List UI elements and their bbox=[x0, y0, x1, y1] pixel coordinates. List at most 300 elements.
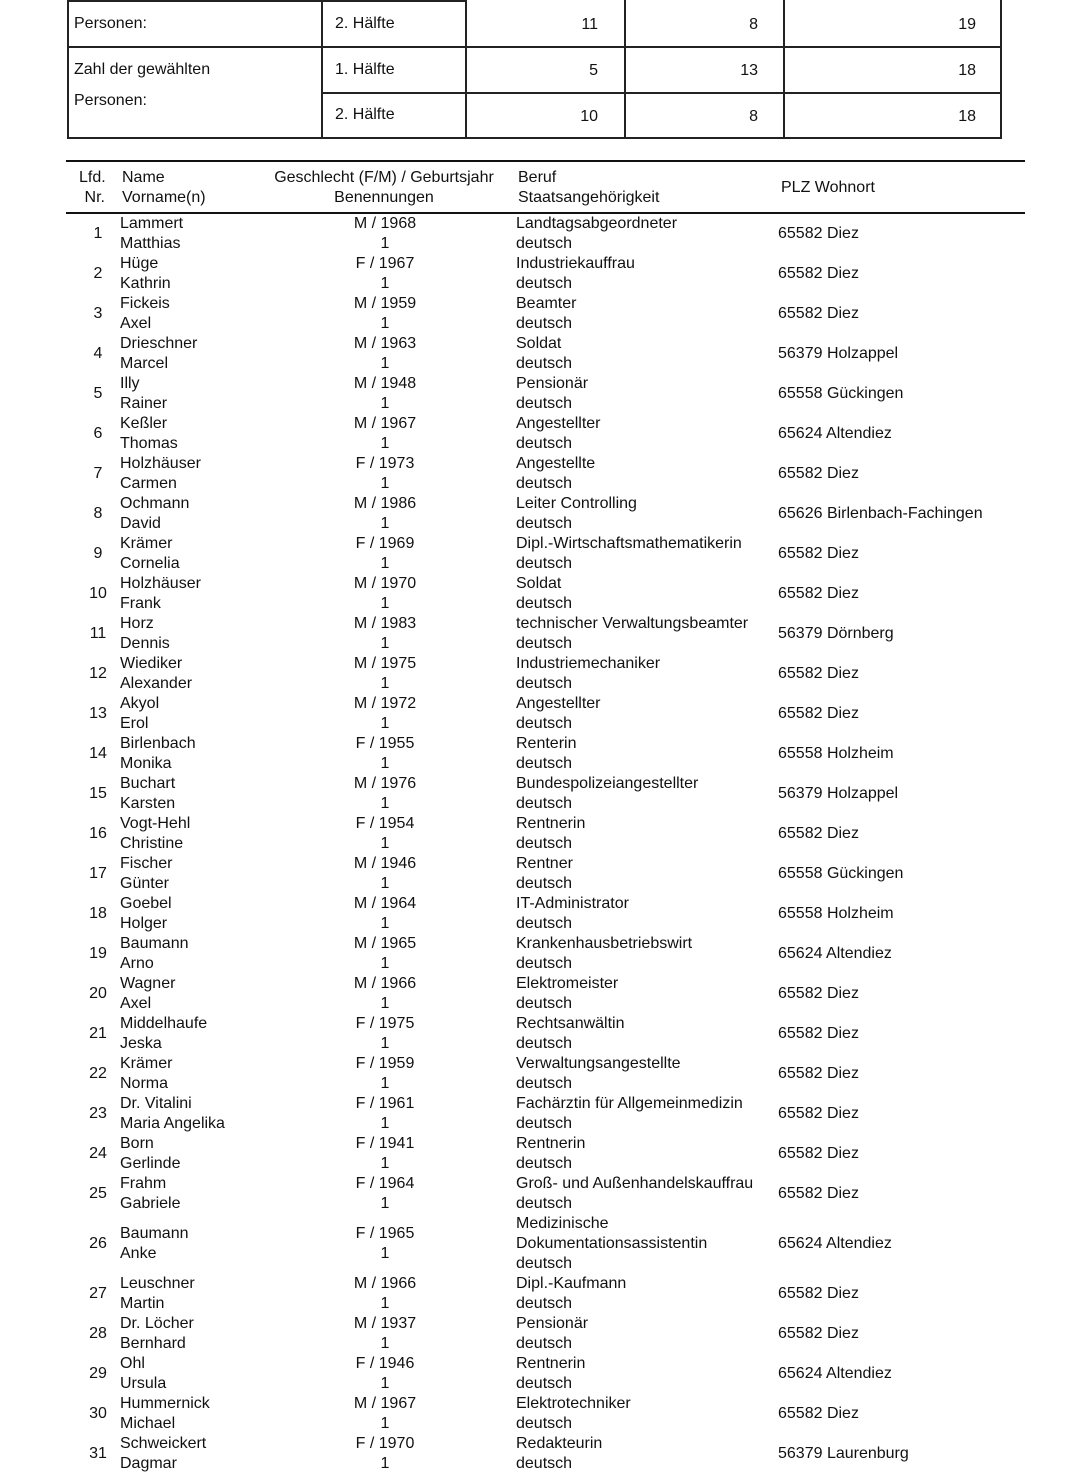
occupation: Beamter bbox=[516, 295, 577, 312]
gender-year: M / 1968 bbox=[353, 215, 417, 232]
nationality: deutsch bbox=[516, 795, 573, 812]
first-name: Erol bbox=[120, 715, 149, 732]
table-row bbox=[0, 774, 1090, 814]
gender-year: M / 1964 bbox=[353, 895, 417, 912]
first-name: Thomas bbox=[120, 435, 178, 452]
nationality: deutsch bbox=[516, 915, 573, 932]
header-rule-top bbox=[66, 160, 1025, 162]
table-row bbox=[0, 614, 1090, 654]
header-gender-line2: Benennungen bbox=[334, 189, 434, 206]
benennungen: 1 bbox=[380, 475, 390, 492]
table-row bbox=[0, 254, 1090, 294]
gender-year: M / 1965 bbox=[353, 935, 417, 952]
summary-half: 1. Hälfte bbox=[335, 61, 395, 78]
table-row bbox=[0, 894, 1090, 934]
gender-year: F / 1954 bbox=[355, 815, 415, 832]
row-number: 7 bbox=[93, 465, 103, 482]
first-name: David bbox=[120, 515, 161, 532]
table-row bbox=[0, 654, 1090, 694]
gender-year: M / 1946 bbox=[353, 855, 417, 872]
surname: Holzhäuser bbox=[120, 575, 201, 592]
first-name: Marcel bbox=[120, 355, 169, 372]
occupation: Angestellte bbox=[516, 455, 596, 472]
surname: Krämer bbox=[120, 1055, 173, 1072]
benennungen: 1 bbox=[380, 275, 390, 292]
nationality: deutsch bbox=[516, 435, 573, 452]
header-beruf-line2: Staatsangehörigkeit bbox=[518, 189, 660, 206]
nationality: deutsch bbox=[516, 1415, 573, 1432]
occupation: Pensionär bbox=[516, 375, 589, 392]
surname: Holzhäuser bbox=[120, 455, 201, 472]
gender-year: M / 1967 bbox=[353, 1395, 417, 1412]
gender-year: M / 1966 bbox=[353, 1275, 417, 1292]
residence: 65582 Diez bbox=[778, 225, 859, 242]
gender-year: M / 1975 bbox=[353, 655, 417, 672]
nationality: deutsch bbox=[516, 1075, 573, 1092]
summary-label: Personen: bbox=[74, 92, 147, 109]
summary-divider bbox=[321, 92, 1002, 94]
surname: Birlenbach bbox=[120, 735, 196, 752]
table-row bbox=[0, 1274, 1090, 1314]
residence: 56379 Holzappel bbox=[778, 785, 899, 802]
table-row bbox=[0, 414, 1090, 454]
summary-value: 10 bbox=[580, 108, 598, 125]
gender-year: M / 1966 bbox=[353, 975, 417, 992]
gender-year: F / 1961 bbox=[355, 1095, 415, 1112]
table-row bbox=[0, 1394, 1090, 1434]
first-name: Frank bbox=[120, 595, 161, 612]
first-name: Christine bbox=[120, 835, 184, 852]
row-number: 31 bbox=[89, 1445, 107, 1462]
occupation: Industriemechaniker bbox=[516, 655, 661, 672]
benennungen: 1 bbox=[380, 1115, 390, 1132]
header-beruf-line1: Beruf bbox=[518, 169, 557, 186]
first-name: Carmen bbox=[120, 475, 177, 492]
benennungen: 1 bbox=[380, 1075, 390, 1092]
header-gender-line1: Geschlecht (F/M) / Geburtsjahr bbox=[274, 169, 494, 186]
residence: 65582 Diez bbox=[778, 665, 859, 682]
row-number: 30 bbox=[89, 1405, 107, 1422]
residence: 65558 Holzheim bbox=[778, 745, 894, 762]
occupation: IT-Administrator bbox=[516, 895, 629, 912]
benennungen: 1 bbox=[380, 915, 390, 932]
benennungen: 1 bbox=[380, 1295, 390, 1312]
summary-half: 2. Hälfte bbox=[335, 106, 395, 123]
first-name: Maria Angelika bbox=[120, 1115, 225, 1132]
table-row bbox=[0, 854, 1090, 894]
nationality: deutsch bbox=[516, 235, 573, 252]
occupation: Angestellter bbox=[516, 415, 601, 432]
nationality: deutsch bbox=[516, 1255, 573, 1272]
table-row bbox=[0, 974, 1090, 1014]
first-name: Karsten bbox=[120, 795, 176, 812]
residence: 65582 Diez bbox=[778, 1025, 859, 1042]
surname: Krämer bbox=[120, 535, 173, 552]
table-row bbox=[0, 1434, 1090, 1474]
residence: 65582 Diez bbox=[778, 1325, 859, 1342]
row-number: 25 bbox=[89, 1185, 107, 1202]
residence: 65582 Diez bbox=[778, 1065, 859, 1082]
surname: Dr. Vitalini bbox=[120, 1095, 192, 1112]
first-name: Monika bbox=[120, 755, 172, 772]
gender-year: F / 1946 bbox=[355, 1355, 415, 1372]
first-name: Alexander bbox=[120, 675, 193, 692]
occupation: Krankenhausbetriebswirt bbox=[516, 935, 693, 952]
occupation: Dipl.-Wirtschaftsmathematikerin bbox=[516, 535, 742, 552]
occupation: Verwaltungsangestellte bbox=[516, 1055, 681, 1072]
nationality: deutsch bbox=[516, 1295, 573, 1312]
table-row bbox=[0, 814, 1090, 854]
nationality: deutsch bbox=[516, 515, 573, 532]
row-number: 24 bbox=[89, 1145, 107, 1162]
row-number: 11 bbox=[89, 625, 107, 642]
occupation: Rentnerin bbox=[516, 1135, 586, 1152]
row-number: 13 bbox=[89, 705, 107, 722]
residence: 65558 Holzheim bbox=[778, 905, 894, 922]
benennungen: 1 bbox=[380, 1245, 390, 1262]
residence: 65582 Diez bbox=[778, 705, 859, 722]
nationality: deutsch bbox=[516, 1375, 573, 1392]
gender-year: F / 1959 bbox=[355, 1055, 415, 1072]
benennungen: 1 bbox=[380, 395, 390, 412]
occupation: Redakteurin bbox=[516, 1435, 603, 1452]
residence: 56379 Holzappel bbox=[778, 345, 899, 362]
header-ort: PLZ Wohnort bbox=[781, 179, 875, 196]
benennungen: 1 bbox=[380, 515, 390, 532]
gender-year: M / 1967 bbox=[353, 415, 417, 432]
first-name: Jeska bbox=[120, 1035, 162, 1052]
surname: Lammert bbox=[120, 215, 184, 232]
occupation: Bundespolizeiangestellter bbox=[516, 775, 699, 792]
summary-divider bbox=[1000, 0, 1002, 139]
gender-year: M / 1959 bbox=[353, 295, 417, 312]
row-number: 15 bbox=[89, 785, 107, 802]
gender-year: F / 1964 bbox=[355, 1175, 415, 1192]
table-row bbox=[0, 574, 1090, 614]
residence: 65624 Altendiez bbox=[778, 1235, 892, 1252]
nationality: deutsch bbox=[516, 595, 573, 612]
benennungen: 1 bbox=[380, 1335, 390, 1352]
row-number: 1 bbox=[93, 225, 103, 242]
residence: 65582 Diez bbox=[778, 1105, 859, 1122]
surname: Frahm bbox=[120, 1175, 167, 1192]
header-name-line1: Name bbox=[122, 169, 165, 186]
residence: 65582 Diez bbox=[778, 1145, 859, 1162]
surname: Hummernick bbox=[120, 1395, 210, 1412]
row-number: 6 bbox=[93, 425, 103, 442]
gender-year: M / 1983 bbox=[353, 615, 417, 632]
gender-year: F / 1970 bbox=[355, 1435, 415, 1452]
residence: 65582 Diez bbox=[778, 465, 859, 482]
occupation: Dipl.-Kaufmann bbox=[516, 1275, 627, 1292]
first-name: Günter bbox=[120, 875, 169, 892]
surname: Keßler bbox=[120, 415, 168, 432]
summary-divider bbox=[67, 137, 1002, 139]
occupation: Pensionär bbox=[516, 1315, 589, 1332]
header-beruf bbox=[518, 168, 659, 208]
table-row bbox=[0, 534, 1090, 574]
nationality: deutsch bbox=[516, 635, 573, 652]
surname: Ohl bbox=[120, 1355, 145, 1372]
nationality: deutsch bbox=[516, 1195, 573, 1212]
nationality: deutsch bbox=[516, 315, 573, 332]
table-row bbox=[0, 294, 1090, 334]
benennungen: 1 bbox=[380, 875, 390, 892]
header-nr bbox=[79, 168, 105, 208]
first-name: Cornelia bbox=[120, 555, 180, 572]
benennungen: 1 bbox=[380, 1415, 390, 1432]
benennungen: 1 bbox=[380, 1375, 390, 1392]
table-row bbox=[0, 1134, 1090, 1174]
gender-year: F / 1941 bbox=[355, 1135, 415, 1152]
gender-year: F / 1955 bbox=[355, 735, 415, 752]
first-name: Dagmar bbox=[120, 1455, 177, 1472]
summary-value: 18 bbox=[958, 62, 976, 79]
table-row bbox=[0, 1314, 1090, 1354]
surname: Schweickert bbox=[120, 1435, 207, 1452]
benennungen: 1 bbox=[380, 835, 390, 852]
summary-divider bbox=[67, 0, 465, 2]
residence: 65582 Diez bbox=[778, 585, 859, 602]
row-number: 2 bbox=[93, 265, 103, 282]
benennungen: 1 bbox=[380, 995, 390, 1012]
surname: Born bbox=[120, 1135, 154, 1152]
surname: Dr. Löcher bbox=[120, 1315, 194, 1332]
occupation: Medizinische bbox=[516, 1215, 609, 1232]
occupation: Soldat bbox=[516, 575, 562, 592]
benennungen: 1 bbox=[380, 675, 390, 692]
first-name: Axel bbox=[120, 995, 152, 1012]
benennungen: 1 bbox=[380, 1455, 390, 1472]
gender-year: M / 1937 bbox=[353, 1315, 417, 1332]
residence: 65624 Altendiez bbox=[778, 425, 892, 442]
occupation: technischer Verwaltungsbeamter bbox=[516, 615, 749, 632]
summary-value: 11 bbox=[581, 16, 598, 33]
table-row bbox=[0, 734, 1090, 774]
benennungen: 1 bbox=[380, 755, 390, 772]
first-name: Rainer bbox=[120, 395, 168, 412]
benennungen: 1 bbox=[380, 595, 390, 612]
summary-value: 8 bbox=[749, 108, 758, 125]
first-name: Axel bbox=[120, 315, 152, 332]
surname: Fischer bbox=[120, 855, 173, 872]
residence: 65582 Diez bbox=[778, 265, 859, 282]
benennungen: 1 bbox=[380, 235, 390, 252]
benennungen: 1 bbox=[380, 555, 390, 572]
nationality: deutsch bbox=[516, 955, 573, 972]
table-row bbox=[0, 694, 1090, 734]
nationality: deutsch bbox=[516, 995, 573, 1012]
occupation: Rentnerin bbox=[516, 815, 586, 832]
row-number: 12 bbox=[89, 665, 107, 682]
benennungen: 1 bbox=[380, 1155, 390, 1172]
table-row bbox=[0, 454, 1090, 494]
header-nr-line1: Lfd. bbox=[79, 169, 106, 186]
benennungen: 1 bbox=[380, 315, 390, 332]
row-number: 21 bbox=[89, 1025, 107, 1042]
row-number: 8 bbox=[93, 505, 103, 522]
occupation: Elektrotechniker bbox=[516, 1395, 631, 1412]
surname: Leuschner bbox=[120, 1275, 195, 1292]
gender-year: M / 1972 bbox=[353, 695, 417, 712]
summary-value: 19 bbox=[958, 16, 976, 33]
surname: Buchart bbox=[120, 775, 176, 792]
first-name: Arno bbox=[120, 955, 154, 972]
table-row bbox=[0, 1014, 1090, 1054]
row-number: 20 bbox=[89, 985, 107, 1002]
first-name: Holger bbox=[120, 915, 168, 932]
benennungen: 1 bbox=[380, 1195, 390, 1212]
benennungen: 1 bbox=[380, 635, 390, 652]
residence: 65624 Altendiez bbox=[778, 1365, 892, 1382]
occupation: Elektromeister bbox=[516, 975, 619, 992]
summary-divider bbox=[67, 46, 1002, 48]
row-number: 4 bbox=[93, 345, 103, 362]
first-name: Michael bbox=[120, 1415, 176, 1432]
occupation: Leiter Controlling bbox=[516, 495, 637, 512]
first-name: Gerlinde bbox=[120, 1155, 181, 1172]
summary-half: 2. Hälfte bbox=[335, 15, 395, 32]
table-row bbox=[0, 334, 1090, 374]
header-name bbox=[122, 168, 206, 208]
surname: Hüge bbox=[120, 255, 159, 272]
surname: Baumann bbox=[120, 1225, 189, 1242]
occupation: Groß- und Außenhandelskauffrau bbox=[516, 1175, 754, 1192]
table-row bbox=[0, 1214, 1090, 1274]
row-number: 28 bbox=[89, 1325, 107, 1342]
surname: Drieschner bbox=[120, 335, 198, 352]
residence: 65582 Diez bbox=[778, 825, 859, 842]
occupation: Fachärztin für Allgemeinmedizin bbox=[516, 1095, 743, 1112]
occupation: Landtagsabgeordneter bbox=[516, 215, 678, 232]
surname: Horz bbox=[120, 615, 154, 632]
row-number: 16 bbox=[89, 825, 107, 842]
first-name: Bernhard bbox=[120, 1335, 186, 1352]
summary-value: 13 bbox=[740, 62, 758, 79]
gender-year: F / 1967 bbox=[355, 255, 415, 272]
benennungen: 1 bbox=[380, 955, 390, 972]
row-number: 14 bbox=[89, 745, 107, 762]
residence: 65558 Gückingen bbox=[778, 385, 904, 402]
occupation: Dokumentationsassistentin bbox=[516, 1235, 708, 1252]
nationality: deutsch bbox=[516, 1035, 573, 1052]
residence: 65626 Birlenbach-Fachingen bbox=[778, 505, 983, 522]
occupation: Angestellter bbox=[516, 695, 601, 712]
row-number: 9 bbox=[93, 545, 103, 562]
first-name: Ursula bbox=[120, 1375, 167, 1392]
first-name: Martin bbox=[120, 1295, 165, 1312]
first-name: Kathrin bbox=[120, 275, 171, 292]
first-name: Anke bbox=[120, 1245, 157, 1262]
surname: Illy bbox=[120, 375, 140, 392]
gender-year: F / 1965 bbox=[355, 1225, 415, 1242]
nationality: deutsch bbox=[516, 1455, 573, 1472]
row-number: 26 bbox=[89, 1235, 107, 1252]
summary-value: 18 bbox=[958, 108, 976, 125]
benennungen: 1 bbox=[380, 795, 390, 812]
table-row bbox=[0, 1054, 1090, 1094]
benennungen: 1 bbox=[380, 355, 390, 372]
residence: 56379 Laurenburg bbox=[778, 1445, 909, 1462]
benennungen: 1 bbox=[380, 1035, 390, 1052]
nationality: deutsch bbox=[516, 275, 573, 292]
summary-label: Personen: bbox=[74, 15, 147, 32]
header-gender bbox=[262, 168, 506, 208]
occupation: Rechtsanwältin bbox=[516, 1015, 625, 1032]
table-row bbox=[0, 494, 1090, 534]
header-nr-line2: Nr. bbox=[84, 189, 105, 206]
gender-year: F / 1975 bbox=[355, 1015, 415, 1032]
header-name-line2: Vorname(n) bbox=[122, 189, 206, 206]
surname: Middelhaufe bbox=[120, 1015, 208, 1032]
nationality: deutsch bbox=[516, 355, 573, 372]
residence: 65582 Diez bbox=[778, 1185, 859, 1202]
nationality: deutsch bbox=[516, 555, 573, 572]
gender-year: M / 1948 bbox=[353, 375, 417, 392]
nationality: deutsch bbox=[516, 475, 573, 492]
occupation: Soldat bbox=[516, 335, 562, 352]
row-number: 3 bbox=[93, 305, 103, 322]
gender-year: M / 1986 bbox=[353, 495, 417, 512]
summary-label: Zahl der gewählten bbox=[74, 61, 211, 78]
gender-year: M / 1970 bbox=[353, 575, 417, 592]
gender-year: M / 1976 bbox=[353, 775, 417, 792]
table-row bbox=[0, 1354, 1090, 1394]
row-number: 22 bbox=[89, 1065, 107, 1082]
surname: Fickeis bbox=[120, 295, 170, 312]
row-number: 10 bbox=[89, 585, 107, 602]
residence: 65582 Diez bbox=[778, 545, 859, 562]
residence: 65582 Diez bbox=[778, 1405, 859, 1422]
table-row bbox=[0, 1174, 1090, 1214]
benennungen: 1 bbox=[380, 435, 390, 452]
residence: 65624 Altendiez bbox=[778, 945, 892, 962]
surname: Goebel bbox=[120, 895, 172, 912]
nationality: deutsch bbox=[516, 1115, 573, 1132]
surname: Wagner bbox=[120, 975, 176, 992]
surname: Akyol bbox=[120, 695, 160, 712]
first-name: Gabriele bbox=[120, 1195, 181, 1212]
occupation: Rentner bbox=[516, 855, 573, 872]
summary-value: 8 bbox=[749, 16, 758, 33]
table-row bbox=[0, 1094, 1090, 1134]
first-name: Norma bbox=[120, 1075, 169, 1092]
row-number: 23 bbox=[89, 1105, 107, 1122]
gender-year: F / 1973 bbox=[355, 455, 415, 472]
gender-year: F / 1969 bbox=[355, 535, 415, 552]
occupation: Industriekauffrau bbox=[516, 255, 635, 272]
occupation: Rentnerin bbox=[516, 1355, 586, 1372]
table-row bbox=[0, 374, 1090, 414]
row-number: 29 bbox=[89, 1365, 107, 1382]
first-name: Matthias bbox=[120, 235, 181, 252]
surname: Baumann bbox=[120, 935, 189, 952]
nationality: deutsch bbox=[516, 1335, 573, 1352]
row-number: 5 bbox=[93, 385, 103, 402]
gender-year: M / 1963 bbox=[353, 335, 417, 352]
nationality: deutsch bbox=[516, 875, 573, 892]
row-number: 19 bbox=[89, 945, 107, 962]
summary-value: 5 bbox=[589, 62, 598, 79]
nationality: deutsch bbox=[516, 715, 573, 732]
table-row bbox=[0, 934, 1090, 974]
surname: Ochmann bbox=[120, 495, 190, 512]
row-number: 17 bbox=[89, 865, 107, 882]
summary-divider bbox=[67, 0, 69, 139]
nationality: deutsch bbox=[516, 1155, 573, 1172]
surname: Vogt-Hehl bbox=[120, 815, 191, 832]
summary-divider bbox=[321, 0, 323, 139]
